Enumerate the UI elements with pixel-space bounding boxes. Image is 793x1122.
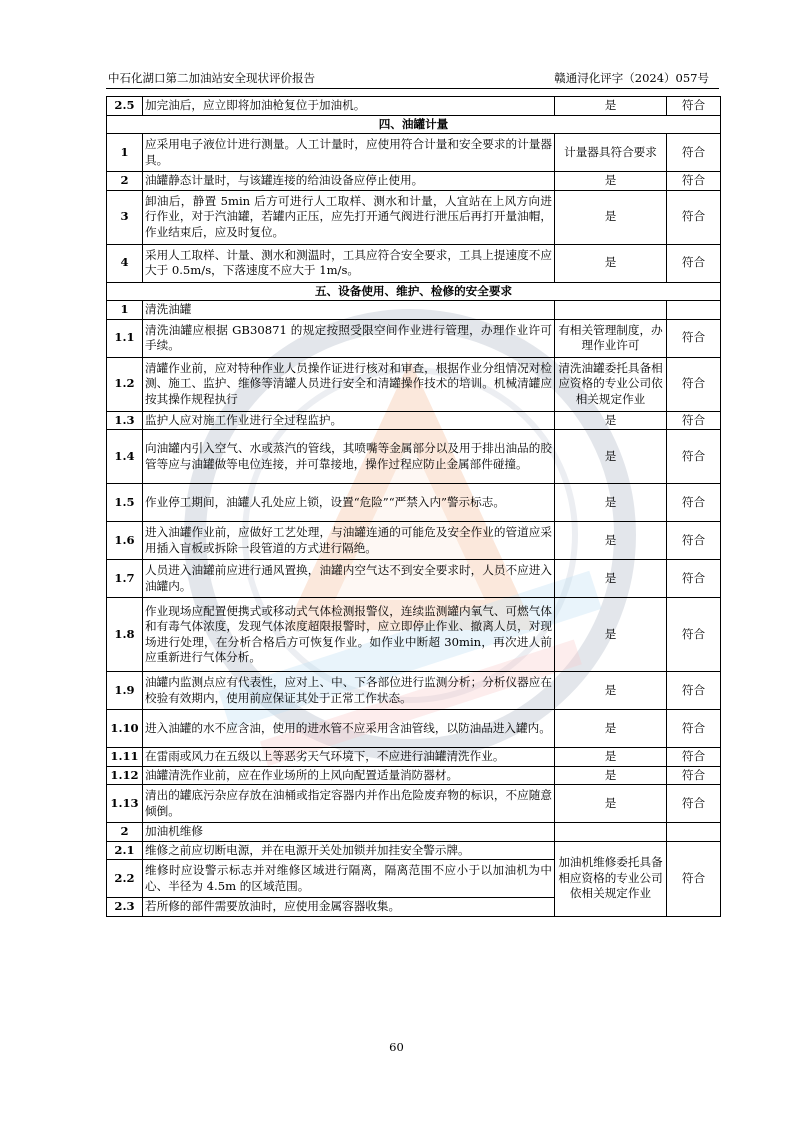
item-check-result: 是	[555, 97, 667, 116]
item-requirement: 油罐清洗作业前，应在作业场所的上风向配置适量消防器材。	[143, 766, 555, 785]
item-number: 2	[107, 172, 143, 191]
table-row	[107, 598, 721, 672]
item-check-result	[555, 301, 667, 320]
item-number: 1.2	[107, 357, 143, 411]
item-requirement: 清出的罐底污杂应存放在油桶或指定容器内并作出危险废弃物的标识，不应随意倾倒。	[143, 785, 555, 823]
table-row	[107, 841, 721, 860]
item-number: 2.2	[107, 860, 143, 898]
item-conclusion: 符合	[667, 97, 721, 116]
section-title: 五、设备使用、维护、检修的安全要求	[107, 282, 721, 301]
section-title: 四、油罐计量	[107, 115, 721, 134]
item-conclusion: 符合	[667, 748, 721, 767]
item-check-result: 是	[555, 411, 667, 430]
table-row	[107, 823, 721, 842]
table-row	[107, 319, 721, 357]
item-number: 1	[107, 301, 143, 320]
item-check-result: 有相关管理制度，办理作业许可	[555, 319, 667, 357]
item-check-result: 清洗油罐委托具备相应资格的专业公司依相关规定作业	[555, 357, 667, 411]
item-conclusion: 符合	[667, 598, 721, 672]
safety-checklist-table	[106, 96, 721, 917]
item-number: 1.4	[107, 430, 143, 484]
item-check-result: 加油机维修委托具备相应资格的专业公司依相关规定作业	[555, 841, 667, 916]
item-number: 1.5	[107, 484, 143, 522]
item-requirement: 进入油罐作业前，应做好工艺处理，与油罐连通的可能危及安全作业的管道应采用插入盲板或拆除一段管道的方式进行隔绝。	[143, 522, 555, 560]
item-requirement: 人员进入油罐前应进行通风置换，油罐内空气达不到安全要求时，人员不应进入油罐内。	[143, 560, 555, 598]
item-conclusion: 符合	[667, 710, 721, 748]
item-requirement: 维修时应设警示标志并对维修区域进行隔离，隔离范围不应小于以加油机为中心、半径为 4.5m 的区域范围。	[143, 860, 555, 898]
item-requirement: 作业现场应配置便携式或移动式气体检测报警仪，连续监测罐内氧气、可燃气体和有毒气体浓度，发现气体浓度超限报警时，应立即停止作业、撤离人员，对现场进行处理，在分析合格后方可恢复作业。如作业中断超 30min，再次进人前应重新进行气体分析。	[143, 598, 555, 672]
item-check-result: 是	[555, 522, 667, 560]
item-conclusion: 符合	[667, 672, 721, 710]
item-number: 1	[107, 134, 143, 172]
table-row	[107, 301, 721, 320]
item-requirement: 作业停工期间，油罐人孔处应上锁，设置“危险”“严禁入内”警示标志。	[143, 484, 555, 522]
item-check-result: 计量器具符合要求	[555, 134, 667, 172]
table-row	[107, 244, 721, 282]
header-divider	[106, 88, 719, 89]
item-number: 1.8	[107, 598, 143, 672]
header-report-number: 赣通浔化评字（2024）057号	[554, 71, 709, 85]
item-requirement: 向油罐内引入空气、水或蒸汽的管线，其喷嘴等金属部分以及用于排出油品的胶管等应与油罐做等电位连接，并可靠接地，操作过程应防止金属部件碰撞。	[143, 430, 555, 484]
item-requirement: 加油机维修	[143, 823, 555, 842]
item-conclusion: 符合	[667, 172, 721, 191]
item-requirement: 加完油后，应立即将加油枪复位于加油机。	[143, 97, 555, 116]
item-check-result: 是	[555, 560, 667, 598]
page-number: 60	[389, 1040, 404, 1054]
section-header-row	[107, 282, 721, 301]
item-check-result: 是	[555, 190, 667, 244]
item-check-result: 是	[555, 172, 667, 191]
item-number: 1.3	[107, 411, 143, 430]
item-conclusion: 符合	[667, 484, 721, 522]
table-row	[107, 430, 721, 484]
item-conclusion: 符合	[667, 522, 721, 560]
item-check-result: 是	[555, 748, 667, 767]
item-check-result: 是	[555, 430, 667, 484]
table-row	[107, 560, 721, 598]
table-row	[107, 134, 721, 172]
section-header-row	[107, 115, 721, 134]
item-number: 1.13	[107, 785, 143, 823]
item-check-result: 是	[555, 598, 667, 672]
item-number: 2.5	[107, 97, 143, 116]
item-conclusion: 符合	[667, 560, 721, 598]
item-check-result: 是	[555, 785, 667, 823]
item-conclusion: 符合	[667, 357, 721, 411]
item-conclusion	[667, 823, 721, 842]
item-number: 2.3	[107, 898, 143, 917]
item-number: 1.1	[107, 319, 143, 357]
item-requirement: 油罐内监测点应有代表性，应对上、中、下各部位进行监测分析；分析仪器应在校验有效期内，使用前应保证其处于正常工作状态。	[143, 672, 555, 710]
item-requirement: 进入油罐的水不应含油，使用的进水管不应采用含油管线，以防油品进入罐内。	[143, 710, 555, 748]
item-number: 1.10	[107, 710, 143, 748]
item-number: 2.1	[107, 841, 143, 860]
item-number: 1.12	[107, 766, 143, 785]
item-conclusion: 符合	[667, 319, 721, 357]
item-requirement: 维修之前应切断电源，并在电源开关处加锁并加挂安全警示牌。	[143, 841, 555, 860]
table-row	[107, 411, 721, 430]
item-number: 3	[107, 190, 143, 244]
item-requirement: 油罐静态计量时，与该罐连接的给油设备应停止使用。	[143, 172, 555, 191]
table-row	[107, 190, 721, 244]
item-conclusion: 符合	[667, 190, 721, 244]
table-row	[107, 97, 721, 116]
item-conclusion: 符合	[667, 244, 721, 282]
item-conclusion: 符合	[667, 841, 721, 916]
item-number: 2	[107, 823, 143, 842]
item-conclusion: 符合	[667, 766, 721, 785]
item-requirement: 采用人工取样、计量、测水和测温时，工具应符合安全要求，工具上提速度不应大于 0.5m/s，下落速度不应大于 1m/s。	[143, 244, 555, 282]
item-requirement: 卸油后，静置 5min 后方可进行人工取样、测水和计量，人宜站在上风方向进行作业，对于汽油罐，若罐内正压，应先打开通气阀进行泄压后再打开量油帽，作业结束后，应及时复位。	[143, 190, 555, 244]
item-number: 4	[107, 244, 143, 282]
item-requirement: 清罐作业前，应对特种作业人员操作证进行核对和审查，根据作业分组情况对检测、施工、监护、维修等清罐人员进行安全和清罐操作技术的培训。机械清罐应按其操作规程执行	[143, 357, 555, 411]
item-requirement: 清洗油罐	[143, 301, 555, 320]
item-number: 1.11	[107, 748, 143, 767]
item-check-result: 是	[555, 766, 667, 785]
table-row	[107, 766, 721, 785]
table-row	[107, 710, 721, 748]
item-check-result: 是	[555, 484, 667, 522]
item-conclusion: 符合	[667, 411, 721, 430]
table-row	[107, 785, 721, 823]
item-check-result: 是	[555, 710, 667, 748]
item-number: 1.9	[107, 672, 143, 710]
item-requirement: 应采用电子液位计进行测量。人工计量时，应使用符合计量和安全要求的计量器具。	[143, 134, 555, 172]
item-conclusion: 符合	[667, 430, 721, 484]
header-report-title: 中石化湖口第二加油站安全现状评价报告	[108, 71, 315, 85]
item-requirement: 监护人应对施工作业进行全过程监护。	[143, 411, 555, 430]
table-row	[107, 672, 721, 710]
item-conclusion: 符合	[667, 785, 721, 823]
item-check-result: 是	[555, 672, 667, 710]
item-number: 1.6	[107, 522, 143, 560]
table-row	[107, 484, 721, 522]
item-number: 1.7	[107, 560, 143, 598]
table-row	[107, 748, 721, 767]
table-row	[107, 522, 721, 560]
item-requirement: 若所修的部件需要放油时，应使用金属容器收集。	[143, 898, 555, 917]
item-requirement: 清洗油罐应根据 GB30871 的规定按照受限空间作业进行管理，办理作业许可手续。	[143, 319, 555, 357]
item-conclusion: 符合	[667, 134, 721, 172]
item-conclusion	[667, 301, 721, 320]
table-row	[107, 357, 721, 411]
item-check-result	[555, 823, 667, 842]
item-requirement: 在雷雨或风力在五级以上等恶劣天气环境下，不应进行油罐清洗作业。	[143, 748, 555, 767]
item-check-result: 是	[555, 244, 667, 282]
table-row	[107, 172, 721, 191]
